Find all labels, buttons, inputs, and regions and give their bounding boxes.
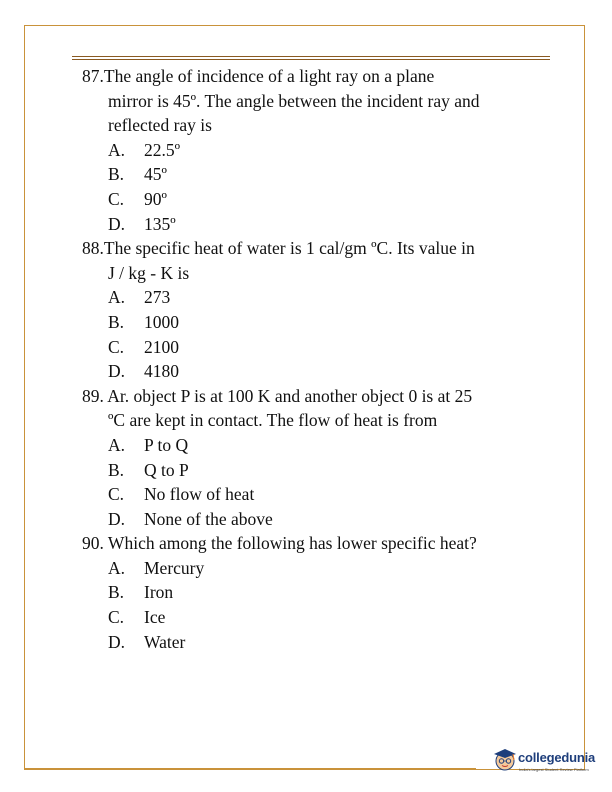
graduate-mascot-icon [492, 746, 518, 772]
option-text: 90º [144, 188, 167, 209]
footer-rule [24, 768, 476, 769]
option-letter: D. [108, 631, 126, 652]
option-text: 135º [144, 213, 176, 234]
option-d [82, 630, 542, 655]
collegedunia-logo[interactable] [488, 744, 606, 784]
option-letter: C. [108, 607, 125, 628]
question-text-line: Which among the following has lower specific heat? [103, 533, 477, 554]
option-letter: A. [108, 287, 126, 308]
option-text: Mercury [144, 557, 205, 578]
option-b [82, 162, 542, 187]
question-number: 90. [82, 533, 104, 554]
question-87 [82, 64, 542, 236]
question-text-line: The angle of incidence of a light ray on a plane [103, 66, 435, 86]
option-b [82, 580, 542, 605]
question-list [82, 64, 542, 654]
option-a [82, 285, 542, 310]
option-letter: C. [108, 188, 125, 209]
option-b [82, 310, 542, 335]
option-letter: D. [108, 213, 126, 234]
option-letter: A. [108, 139, 126, 160]
question-text-line: mirror is 45º. The angle between the incident ray and [108, 90, 480, 111]
option-text: 4180 [144, 361, 179, 382]
option-a [82, 138, 542, 163]
option-letter: A. [108, 434, 126, 455]
brand-tagline: India's largest Student Review Platform [519, 767, 589, 772]
option-text: 2100 [144, 336, 179, 357]
option-text: Ice [144, 607, 166, 628]
question-number: 87. [82, 66, 104, 86]
question-text-line: J / kg - K is [108, 262, 190, 283]
question-90 [82, 531, 542, 654]
brand-name: collegedunia [518, 750, 596, 765]
question-88 [82, 236, 542, 384]
option-letter: D. [108, 508, 126, 529]
option-text: Iron [144, 582, 174, 603]
option-c [82, 335, 542, 360]
header-rule [72, 56, 550, 57]
option-d [82, 212, 542, 237]
option-letter: C. [108, 484, 125, 505]
option-letter: A. [108, 557, 126, 578]
option-c [82, 482, 542, 507]
option-text: No flow of heat [144, 484, 255, 505]
question-number: 89. [82, 385, 104, 406]
option-c [82, 605, 542, 630]
option-letter: B. [108, 582, 125, 603]
option-text: 45º [144, 164, 167, 185]
option-d [82, 507, 542, 532]
question-text-line: reflected ray is [108, 115, 212, 136]
option-text: Water [144, 631, 186, 652]
option-letter: D. [108, 361, 126, 382]
question-number: 88. [82, 238, 104, 259]
option-letter: B. [108, 311, 125, 332]
option-letter: B. [108, 459, 125, 480]
question-text-line: Ar. object P is at 100 K and another object 0 is at 25 [103, 385, 473, 406]
option-letter: B. [108, 164, 125, 185]
option-text: 1000 [144, 311, 179, 332]
question-text-line: The specific heat of water is 1 cal/gm ºC. Its value in [103, 238, 475, 259]
option-text: 22.5º [144, 139, 181, 160]
option-b [82, 458, 542, 483]
option-text: P to Q [144, 434, 189, 455]
option-letter: C. [108, 336, 125, 357]
option-text: 273 [144, 287, 171, 308]
option-text: None of the above [144, 508, 273, 529]
question-89 [82, 384, 542, 532]
option-d [82, 359, 542, 384]
header-rule-secondary [72, 59, 550, 60]
option-text: Q to P [144, 459, 189, 480]
question-text-line: ºC are kept in contact. The flow of heat is from [108, 410, 438, 431]
option-c [82, 187, 542, 212]
option-a [82, 556, 542, 581]
option-a [82, 433, 542, 458]
